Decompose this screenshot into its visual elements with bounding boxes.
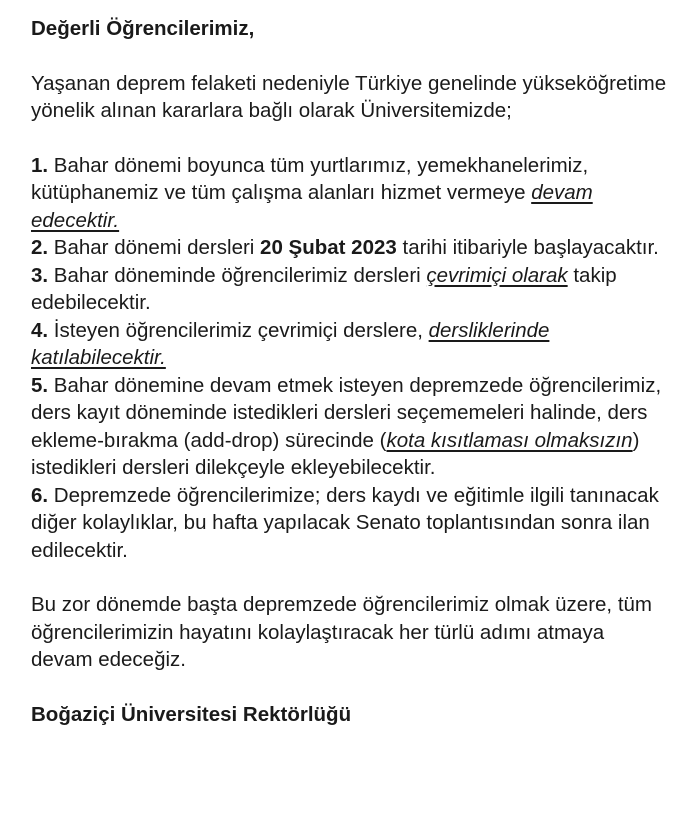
item-number: 2.	[31, 236, 49, 259]
item-number: 5.	[31, 373, 49, 397]
item-text: Bahar dönemi boyunca tüm yurtlarımız, yemekhanelerimiz, kütüphanemiz ve tüm çalışma alanları hizmet vermeye	[31, 153, 589, 204]
start-date: 20 Şubat 2023	[260, 236, 397, 259]
intro-paragraph: Yaşanan deprem felaketi nedeniyle Türkiye genelinde yükseköğretime yönelik alınan kararlara bağlı olarak Üniversitemizde;	[31, 71, 667, 122]
list-item-6	[31, 482, 670, 565]
list-item-5	[31, 372, 670, 482]
item-text-end: tarihi itibariyle başlayacaktır.	[396, 236, 659, 259]
list-item-4	[31, 317, 670, 372]
item-text-end: takip edebilecektir.	[31, 263, 617, 314]
emphasized-text: devam edecektir.	[31, 181, 593, 232]
list-item-3	[31, 262, 670, 317]
item-text: İsteyen öğrencilerimiz çevrimiçi derslere,	[48, 318, 429, 342]
signature: Boğaziçi Üniversitesi Rektörlüğü	[31, 702, 352, 726]
closing-paragraph: Bu zor dönemde başta depremzede öğrencilerimiz olmak üzere, tüm öğrencilerimizin hayatını kolaylaştıracak her türlü adımı atmaya devam edeceğiz.	[31, 593, 652, 671]
item-number: 1.	[31, 153, 49, 177]
emphasized-text: çevrimiçi olarak	[426, 263, 568, 287]
item-text: Depremzede öğrencilerimize; ders kaydı ve eğitimle ilgili tanınacak diğer kolaylıklar, bu hafta yapılacak Senato toplantısından sonra ilan edilecektir.	[31, 483, 659, 562]
list-item-2	[31, 234, 670, 262]
greeting-heading: Değerli Öğrencilerimiz,	[31, 17, 255, 40]
list-item-1	[31, 152, 670, 235]
item-number: 3.	[31, 263, 49, 287]
item-text-end: ) istedikleri dersleri dilekçeyle ekleyebilecektir.	[31, 428, 640, 479]
emphasized-text: dersliklerinde katılabilecektir.	[31, 318, 550, 369]
decision-list	[31, 152, 670, 565]
item-text: Bahar döneminde öğrencilerimiz dersleri	[48, 263, 427, 287]
item-number: 6.	[31, 483, 49, 507]
item-number: 4.	[31, 318, 49, 342]
item-text: Bahar dönemi dersleri	[48, 236, 261, 259]
item-text: Bahar dönemine devam etmek isteyen depremzede öğrencilerimiz, ders kayıt döneminde istedikleri dersleri seçememeleri halinde, ders ekleme-bırakma (add-drop) sürecinde (	[31, 373, 662, 452]
emphasized-text: kota kısıtlaması olmaksızın	[386, 428, 633, 452]
